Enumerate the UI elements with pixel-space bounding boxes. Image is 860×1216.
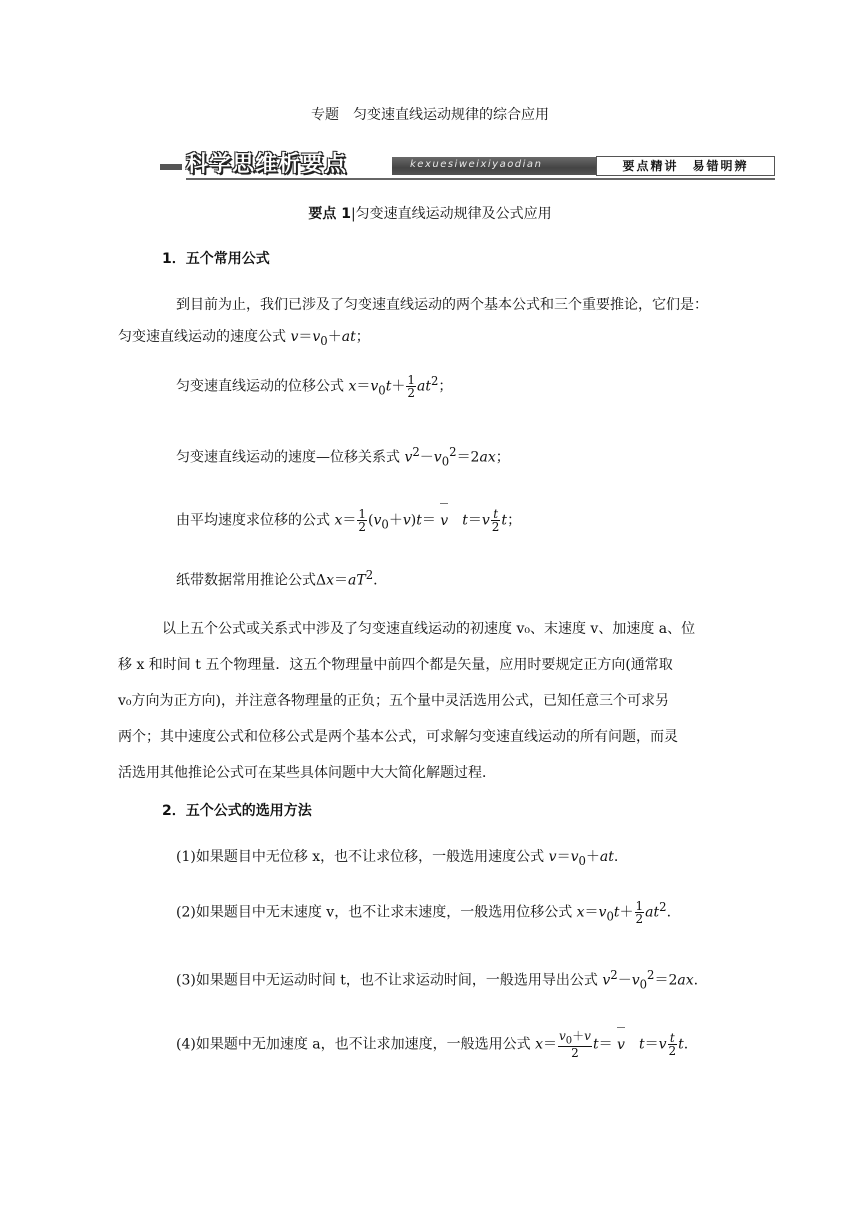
method-3: (3)如果题目中无运动时间 t，也不让求运动时间，一般选用导出公式 $v^2-v_0^2=2ax$. — [176, 968, 699, 992]
method-2-text: (2)如果题目中无末速度 v，也不让求末速度，一般选用位移公式 — [176, 904, 577, 921]
paragraph-line-1: 以上五个公式或关系式中涉及了匀变速直线运动的初速度 v₀、末速度 v、加速度 a、位 — [162, 621, 696, 637]
banner-underline — [186, 178, 775, 180]
formula-5: 纸带数据常用推论公式$\Delta x=aT^2$. — [176, 568, 378, 589]
intro-line: 到目前为止，我们已涉及了匀变速直线运动的两个基本公式和三个重要推论，它们是： — [176, 297, 708, 313]
paragraph-line-4: 两个；其中速度公式和位移公式是两个基本公式，可求解匀变速直线运动的所有问题，而灵 — [118, 729, 678, 745]
section-banner — [160, 150, 775, 182]
section-heading-rest: |匀变速直线运动规律及公式应用 — [350, 206, 552, 222]
section-heading-bold: 要点 1 — [308, 206, 351, 222]
paragraph-line-3: v₀方向为正方向)，并注意各物理量的正负；五个量中灵活选用公式，已知任意三个可求另 — [118, 693, 669, 709]
method-3-text: (3)如果题目中无运动时间 t，也不让求运动时间，一般选用导出公式 — [176, 972, 603, 989]
banner-right-label: 要点精讲 易错明辨 — [596, 156, 775, 176]
paragraph-line-2: 移 x 和时间 t 五个物理量．这五个物理量中前四个都是矢量，应用时要规定正方向(通常取 — [118, 657, 673, 673]
formula-3: 匀变速直线运动的速度—位移关系式 $v^2-v_0^2=2ax$； — [176, 445, 510, 469]
heading-1: 1．五个常用公式 — [162, 251, 270, 267]
formula-3-text: 匀变速直线运动的速度—位移关系式 — [176, 449, 405, 466]
paragraph-line-5: 活选用其他推论公式可在某些具体问题中大大简化解题过程． — [118, 765, 496, 781]
method-2: (2)如果题目中无末速度 v，也不让求末速度，一般选用位移公式 $x=v_0t+$ $\frac{1}{2}$ $at^2$. — [176, 899, 672, 927]
formula-1: 匀变速直线运动的速度公式 $v=v_0+at$； — [118, 329, 370, 348]
formula-5-text: 纸带数据常用推论公式 — [176, 572, 316, 589]
method-1: (1)如果题目中无位移 x，也不让求位移，一般选用速度公式 $v=v_0+at$. — [176, 849, 619, 868]
banner-main-text: 科学思维析要点 — [186, 152, 348, 177]
formula-4: 由平均速度求位移的公式 x＝ $\frac{1}{2}$ $(v_0+v)t= v$ t＝v $\frac{t}{2}$ t； — [176, 507, 522, 534]
document-title: 专题 匀变速直线运动规律的综合应用 — [311, 107, 549, 123]
method-4: (4)如果题中无加速度 a，也不让求加速度，一般选用公式 x＝ $\frac{v_0+v}{2}$ t＝ v t＝v $\frac{t}{2}$ t. — [176, 1029, 689, 1061]
method-4-text: (4)如果题中无加速度 a，也不让求加速度，一般选用公式 — [176, 1036, 536, 1053]
formula-1-text: 匀变速直线运动的速度公式 — [118, 329, 291, 345]
formula-2: 匀变速直线运动的位移公式 $x=v_0t+$ $\frac{1}{2}$ $at^2$； — [176, 373, 453, 401]
banner-pinyin: kexuesiweixiyaodian — [410, 159, 543, 170]
banner-left-bar — [160, 164, 182, 170]
section-heading — [0, 203, 860, 223]
heading-2: 2．五个公式的选用方法 — [162, 803, 312, 819]
formula-4-text: 由平均速度求位移的公式 — [176, 512, 335, 529]
method-1-text: (1)如果题目中无位移 x，也不让求位移，一般选用速度公式 — [176, 849, 549, 865]
formula-2-text: 匀变速直线运动的位移公式 — [176, 378, 349, 395]
